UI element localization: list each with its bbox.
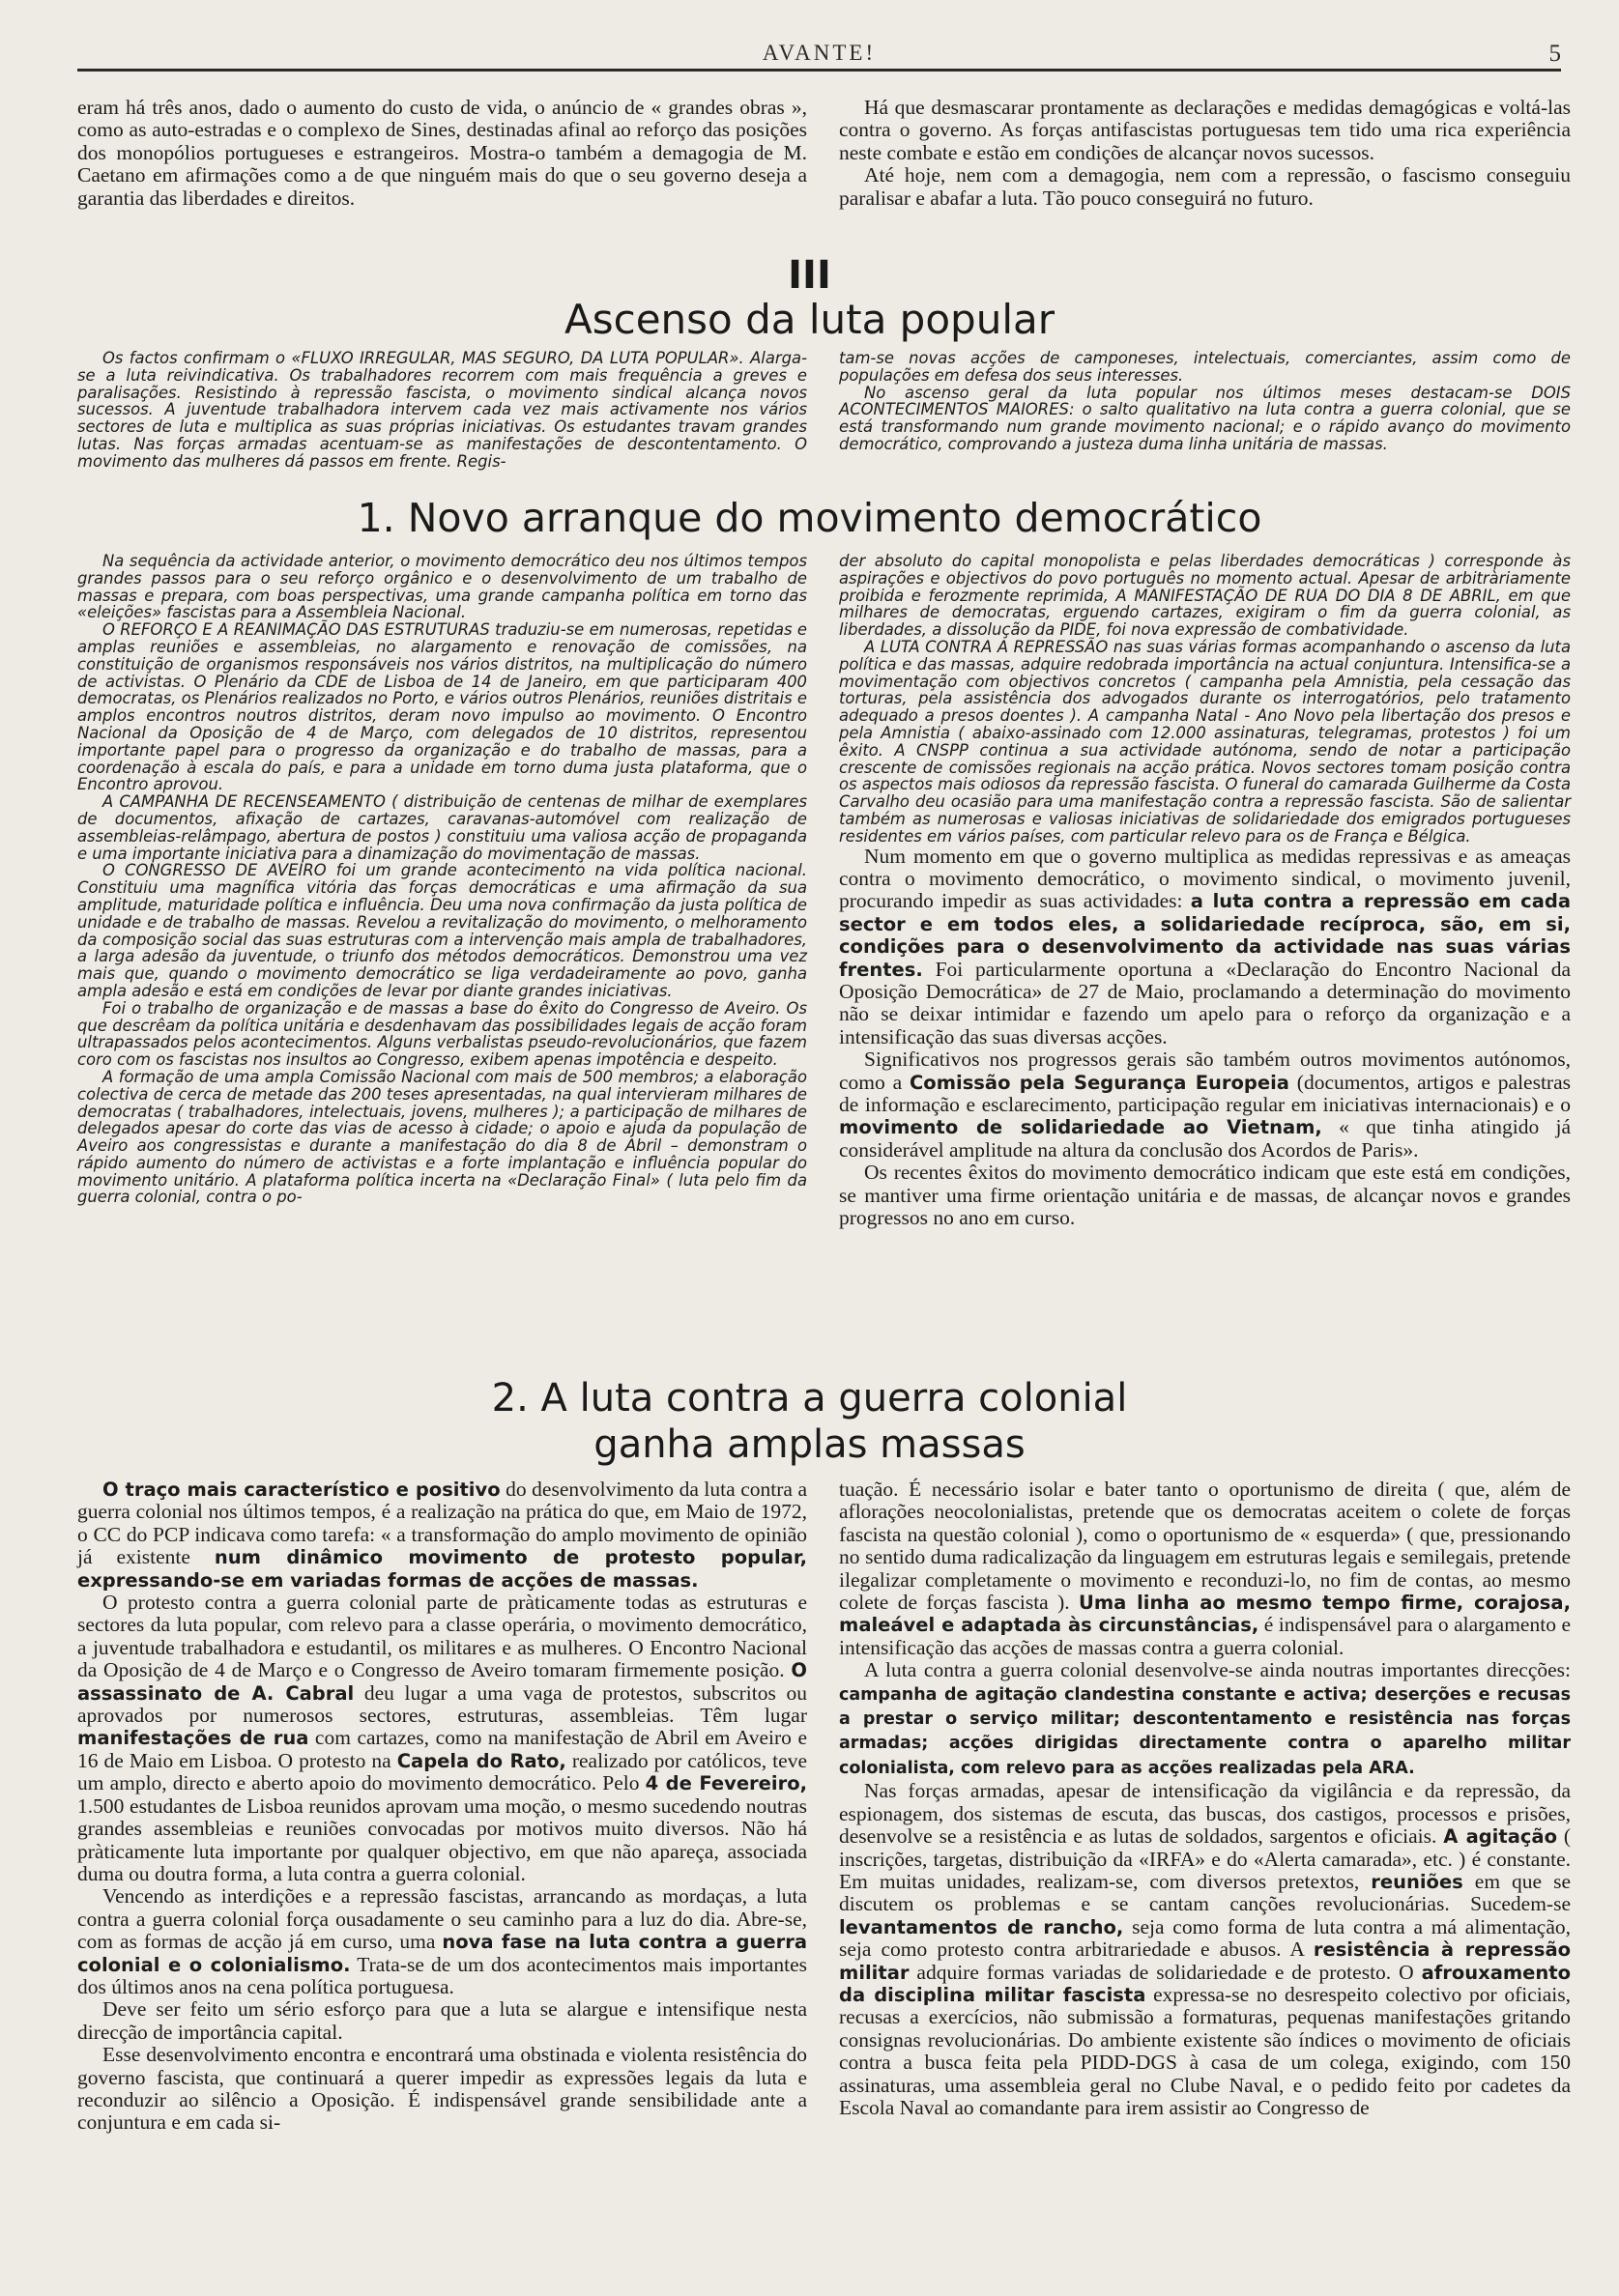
emphasis: campanha de agitação clandestina constante e activa; deserções e recusas a prestar o serviço militar; descontentamento e resistência nas forças armadas; acções dirigidas directamente contra o aparelho militar colonialista, com relevo para as acções realizadas pela ARA. — [839, 1684, 1571, 1778]
emphasis: O assassinato de A. Cabral — [77, 1659, 807, 1705]
newspaper-title: AVANTE! — [762, 41, 877, 65]
emphasis: Comissão pela Segurança Europeia — [909, 1071, 1289, 1094]
section-1-right-paragraph: A LUTA CONTRA A REPRESSÃO nas suas várias formas acompanhando o ascenso da luta política e das massas, adquire redobrada importância na actual conjuntura. Intensifica-se a movimentação com objectivos concretos ( campanha pela Amnistia, pela cessação das torturas, pela assistência dos advogados durante os interrogatórios, pelo tratamento adequado a presos doentes ). A campanha Natal - Ano Novo pela libertação dos presos e pela Amnistia ( abaixo-assinado com 12.000 assinaturas, telegramas, protestos ) foi um êxito. A CNSPP continua a sua actividade autónoma, sendo de notar a participação crescente de comissões regionais na acção prática. Novos sectores tomam posição contra os aspectos mais odiosos da repressão fascista. O funeral do camarada Guilherme da Costa Carvalho deu ocasião para uma manifestação contra a repressão fascista. São de salientar também as numerosas e valiosas iniciativas de solidariedade dos emigrados portugueses residentes em vários países, com particular relevo para os de França e Bélgica. — [839, 637, 1571, 846]
text-run: Nas forças armadas, apesar de intensificação da vigilância e da repressão, da espionagem, dos sistemas de escuta, das buscas, dos castigos, processos e prisões, desenvolve se a resistência e as lutas de soldados, sargentos e oficiais. — [839, 1779, 1571, 1849]
section-1-title: 1. Novo arranque do movimento democrático — [357, 495, 1262, 541]
section-1-right-paragraph: der absoluto do capital monopolista e pelas liberdades democráticas ) corresponde às aspirações e objectivos do povo português no momento actual. Apesar de arbitràriamente proibida e ferozmente reprimida, A MANIFESTAÇÃO DE RUA DO DIA 8 DE ABRIL, em que milhares de democratas, erguendo cartazes, exigiram o fim da guerra colonial, as liberdades, a dissolução da PIDE, foi nova expressão de combatividade. — [839, 552, 1571, 640]
section-2-left-column — [77, 1478, 807, 2135]
text-run: A luta contra a guerra colonial desenvolve-se ainda noutras importantes direcções: — [864, 1658, 1571, 1682]
ascenso-left-column — [77, 350, 807, 471]
section-2-right-paragraph — [839, 1780, 1571, 2119]
emphasis: afrouxamento da disciplina militar fascista — [839, 1961, 1571, 2006]
intro-right-column — [839, 97, 1571, 210]
text-run: « que tinha atingido já considerável amplitude na altura da conclusão dos Acordos de Paris». — [839, 1115, 1572, 1162]
text-run: Vencendo as interdições e a repressão fascistas, arrancando as mordaças, a luta contra a guerra colonial força ousadamente o seu caminho para a luz do dia. Abre-se, com as formas de acção já em curso, uma — [77, 1884, 807, 1954]
ascenso-left-paragraph: Os factos confirmam o «FLUXO IRREGULAR, MAS SEGURO, DA LUTA POPULAR». Alarga-se a luta reivindicativa. Os trabalhadores recorrem com mais frequência a greves e paralisações. Resistindo à repressão fascista, o movimento sindical alcança novos sucessos. A juventude trabalhadora intervem cada vez mais activamente nos vários sectores de luta e multiplica as suas próprias iniciativas. Os estudantes travam grandes lutas. Nas forças armadas acentuam-se as manifestações de descontentamento. O movimento das mulheres dá passos em frente. Regis- — [77, 349, 807, 471]
section-2-right-paragraph — [839, 1478, 1571, 1659]
section-2-right-paragraph — [839, 1659, 1571, 1780]
part-numeral: III — [788, 253, 831, 298]
intro-left-column — [77, 97, 807, 210]
text-run: Significativos nos progressos gerais são também outros movimentos autónomos, como a — [839, 1048, 1571, 1094]
emphasis: manifestações de rua — [77, 1727, 309, 1750]
intro-right-paragraph: Há que desmascarar prontamente as declarações e medidas demagógicas e voltá-las contra o governo. As forças antifascistas portuguesas tem tido uma rica experiência neste combate e estão em condições de alcançar novos sucessos. — [839, 96, 1571, 164]
emphasis: num dinâmico movimento de protesto popular, expressando-se em variadas formas de acções de massas. — [77, 1546, 807, 1592]
emphasis: movimento de solidariedade ao Vietnam, — [839, 1116, 1322, 1139]
part-title: Ascenso da luta popular — [564, 296, 1055, 343]
repression-paragraph — [839, 846, 1571, 1049]
emphasis: resistência à repressão militar — [839, 1938, 1572, 1984]
section-2-left-paragraph: Deve ser feito um sério esforço para que a luta se alargue e intensifique nesta direcção de importância capital. — [77, 1997, 807, 2044]
page-number: 5 — [1548, 41, 1561, 67]
section-1-left-paragraph: Na sequência da actividade anterior, o movimento democrático deu nos últimos tempos grandes passos para o seu reforço orgânico e o desenvolvimento de um trabalho de massas e prepara, com boas perspectivas, uma grande campanha política em torno das «eleições» fascistas para a Assembleia Nacional. — [77, 552, 807, 622]
emphasis: O traço mais característico e positivo — [102, 1478, 501, 1501]
text-run: realizado por católicos, teve um amplo, directo e aberto apoio do movimento democrático. Pelo — [77, 1748, 807, 1795]
intro-left-paragraph: eram há três anos, dado o aumento do custo de vida, o anúncio de « grandes obras », como as auto-estradas e o complexo de Sines, destinadas afinal ao reforço das posições dos monopólios portugueses e estrangeiros. Mostra-o também a demagogia de M. Caetano em afirmações como a de que ninguém mais do que o seu governo deseja a garantia das liberdades e direitos. — [77, 96, 807, 210]
header-rule — [77, 69, 1561, 72]
text-run: do desenvolvimento da luta contra a guerra colonial nos últimos tempos, é a realização na prática do que, em Maio de 1972, o CC do PCP indicava como tarefa: « a transformação do amplo movimento de opinião já existente — [77, 1478, 808, 1569]
section-1-left-paragraph: O CONGRESSO DE AVEIRO foi um grande acontecimento na vida política nacional. Constituiu uma magnífica vitória das forças democráticas e uma afirmação da sua amplitude, maturidade política e influência. Deu uma nova confirmação da justa política de unidade e de trabalho de massas. Revelou a revitalização do movimento, o melhoramento da composição social das suas estruturas com a intervenção mais ampla de trabalhadores, a larga adesão da juventude, o triunfo dos métodos democráticos. Demonstrou uma vez mais que, quando o movimento democrático se liga verdadeiramente ao povo, ganha ampla adesão e está em condições de levar por diante grandes iniciativas. — [77, 861, 807, 1000]
emphasis: levantamentos de rancho, — [839, 1915, 1124, 1938]
section-1-left-paragraph: A formação de uma ampla Comissão Nacional com mais de 500 membros; a elaboração colectiva de cerca de metade das 200 teses apresentadas, na qual intervieram milhares de democratas ( trabalhadores, intelectuais, jovens, mulheres ); a participação de milhares de delegados apesar do corte das vias de acesso à cidade; o apoio e ajuda da população de Aveiro aos congressistas e durante a manifestação do dia 8 de Abril – demonstram o rápido aumento do número de activistas e a forte implantação e influência popular do movimento unitário. A plataforma política incerta na «Declaração Final» ( luta pelo fim da guerra colonial, contra o po- — [77, 1067, 807, 1207]
text-run: Foi particularmente oportuna a «Declaração do Encontro Nacional da Oposição Democrática» de 27 de Maio, proclamando a determinação do movimento não se deixar intimidar e fazendo um apelo para o reforço da organização e a intensificação das suas diversas acções. — [839, 957, 1571, 1048]
section-2-left-paragraph — [77, 1592, 807, 1885]
emphasis: Capela do Rato, — [396, 1749, 566, 1772]
text-run: deu lugar a uma vaga de protestos, subscritos ou aprovados por numerosos sectores, estruturas, assembleias. Têm lugar — [77, 1680, 807, 1728]
section-1-right-paragraph: Os recentes êxitos do movimento democrático indicam que este está em condições, se mantiver uma firme orientação unitária e de massas, de alcançar novos e grandes progressos no ano em curso. — [839, 1161, 1571, 1230]
ascenso-right-column — [839, 350, 1571, 453]
text-run: ( inscrições, targetas, distribuição da «IRFA» e do «Alerta camarada», etc. ) é constante. Em muitas unidades, realizam-se, com diversos pretextos, — [839, 1824, 1571, 1893]
text-run: Num momento em que o governo multiplica as medidas repressivas e as ameaças contra o movimento democrático, o movimento sindical, o movimento juvenil, procurando impedir as suas actividades: — [839, 844, 1571, 913]
text-run: O protesto contra a guerra colonial parte de pràticamente todas as estruturas e sectores da luta popular, com relevo para a classe operária, o movimento democrático, a juventude trabalhadora e estudantil, os militares e as mulheres. O Encontro Nacional da Oposição de 4 de Março e o Congresso de Aveiro tomaram firmemente posição. — [77, 1591, 807, 1682]
section-2-left-paragraph — [77, 1885, 807, 1998]
text-run: é indispensável para o alargamento e intensificação das acções de massas contra a guerra colonial. — [839, 1613, 1571, 1659]
section-1-right-column — [839, 553, 1571, 1229]
section-1-left-paragraph: O REFORÇO E A REANIMAÇÃO DAS ESTRUTURAS traduziu-se em numerosas, repetidas e amplas reuniões e assembleias, no alargamento e renovação de comissões, na constituição de organismos responsáveis nos vários distritos, na multiplicação do número de activistas. O Plenário da CDE de Lisboa de 14 de Janeiro, em que participaram 400 democratas, os Plenários realizados no Porto, e vários outros Plenários, reuniões distritais e amplos encontros noutros distritos, deram novo impulso ao movimento. O Encontro Nacional da Oposição de 4 de Março, com delegados de 10 distritos, representou importante papel para o progresso da organização e do trabalho de massas, para a coordenação à escala do país, e para a unidade em torno duma justa plataforma, que o Encontro aprovou. — [77, 620, 807, 794]
section-2-left-paragraph — [77, 1478, 807, 1592]
movements-paragraph — [839, 1048, 1571, 1162]
section-2-left-paragraph: Esse desenvolvimento encontra e encontrará uma obstinada e violenta resistência do governo fascista, que continuará a querer impedir as expressões legais da luta e reconduzir ao silêncio a Oposição. É indispensável grande sensibilidade ante a conjuntura e em cada si- — [77, 2043, 807, 2135]
section-1-left-paragraph: Foi o trabalho de organização e de massas a base do êxito do Congresso de Aveiro. Os que descrêam da política unitária e desdenhavam das possibilidades legais de acção foram ultrapassados pelos acontecimentos. Alguns verbalistas pseudo-revolucionários, que fazem coro com os fascistas nos insultos ao Congresso, exibem apenas impotência e despeito. — [77, 998, 807, 1070]
intro-right-paragraph: Até hoje, nem com a demagogia, nem com a repressão, o fascismo conseguiu paralisar e abafar a luta. Tão pouco conseguirá no futuro. — [839, 163, 1571, 210]
section-2-right-column — [839, 1478, 1571, 2119]
text-run: em que se discutem os problemas e se cantam canções revolucionárias. Sucedem-se — [839, 1869, 1572, 1916]
text-run: Trata-se de um dos acontecimentos mais importantes dos últimos anos na cena política portuguesa. — [77, 1952, 808, 1998]
text-run: com cartazes, como na manifestação de Abril em Aveiro e 16 de Maio em Lisboa. O protesto na — [77, 1726, 808, 1772]
emphasis: 4 de Fevereiro, — [645, 1772, 807, 1795]
emphasis: Uma linha ao mesmo tempo firme, corajosa, maleável e adaptada às circunstâncias, — [839, 1592, 1571, 1637]
emphasis: A agitação — [1443, 1825, 1557, 1849]
section-2-title-line-1: 2. A luta contra a guerra colonial — [491, 1376, 1128, 1421]
text-run: expressa-se no desrespeito colectivo por oficiais, recusas a exercícios, não submissão a formaturas, pequenas manifestações gritando consignas revolucionárias. Do ambiente existente são índices o movimento de oficiais contra a busca feita pela PIDD-DGS à casa de um colega, exigindo, com 150 assinaturas, uma assembleia geral no Clube Naval, e o pedido feito por cadetes da Escola Naval ao comandante para irem assistir ao Congresso de — [839, 1982, 1571, 2119]
ascenso-right-paragraph: No ascenso geral da luta popular nos últimos meses destacam-se DOIS ACONTECIMENTOS MAIORES: o salto qualitativo na luta contra a guerra colonial, que se está transformando num grande movimento nacional; e o rápido avanço do movimento democrático, comprovando a justeza duma linha unitária de massas. — [839, 383, 1571, 453]
emphasis: reuniões — [1371, 1870, 1463, 1893]
ascenso-right-paragraph: tam-se novas acções de camponeses, intelectuais, comerciantes, assim como de populações em defesa dos seus interesses. — [839, 349, 1571, 385]
section-1-left-paragraph: A CAMPANHA DE RECENSEAMENTO ( distribuição de centenas de milhar de exemplares de documentos, afixação de cartazes, caravanas-automóvel com realização de assembleias-relâmpago, abertura de postos ) constituiu uma valiosa acção de propaganda e uma importante iniciativa para a dinamização do movimentação de massas. — [77, 792, 807, 863]
section-1-left-column — [77, 553, 807, 1206]
section-2-title-line-2: ganha amplas massas — [593, 1422, 1026, 1467]
emphasis: nova fase na luta contra a guerra colonial e o colonialismo. — [77, 1931, 807, 1976]
text-run: 1.500 estudantes de Lisboa reunidos aprovam uma moção, o mesmo sucedendo noutras grandes assembleias e reuniões convocadas por motivos muito diversos. Não há pràticamente luta importante por qualquer objectivo, em que não apareça, associada duma ou doutra forma, a luta contra a guerra colonial. — [77, 1794, 807, 1885]
text-run: adquire formas variadas de solidariedade e de protesto. O — [909, 1960, 1422, 1984]
text-run: (documentos, artigos e palestras de informação e esclarecimento, participação regular em iniciativas internacionais) e o — [839, 1070, 1572, 1117]
text-run: tuação. É necessário isolar e bater tanto o oportunismo de direita ( que, além de aflorações neocolonialistas, pretende que os democratas aceitem o colete de forças fascista na questão colonial ), como o oportunismo de « esquerda» ( que, pressionando no sentido duma radicalização da linguagem em estruturas legais e semilegais, pretende ilegalizar completamente o movimento e reconduzi-lo, no fim de contas, ao mesmo colete de forças fascista ). — [839, 1478, 1571, 1615]
running-header — [77, 39, 1561, 72]
emphasis: a luta contra a repressão em cada sector e em todos eles, a solidariedade recíproca, são, em si, condições para o desenvolvimento da actividade nas suas várias frentes. — [839, 890, 1571, 981]
text-run: seja como forma de luta contra a má alimentação, seja como protesto contra arbitrariedade e abusos. A — [839, 1914, 1572, 1962]
